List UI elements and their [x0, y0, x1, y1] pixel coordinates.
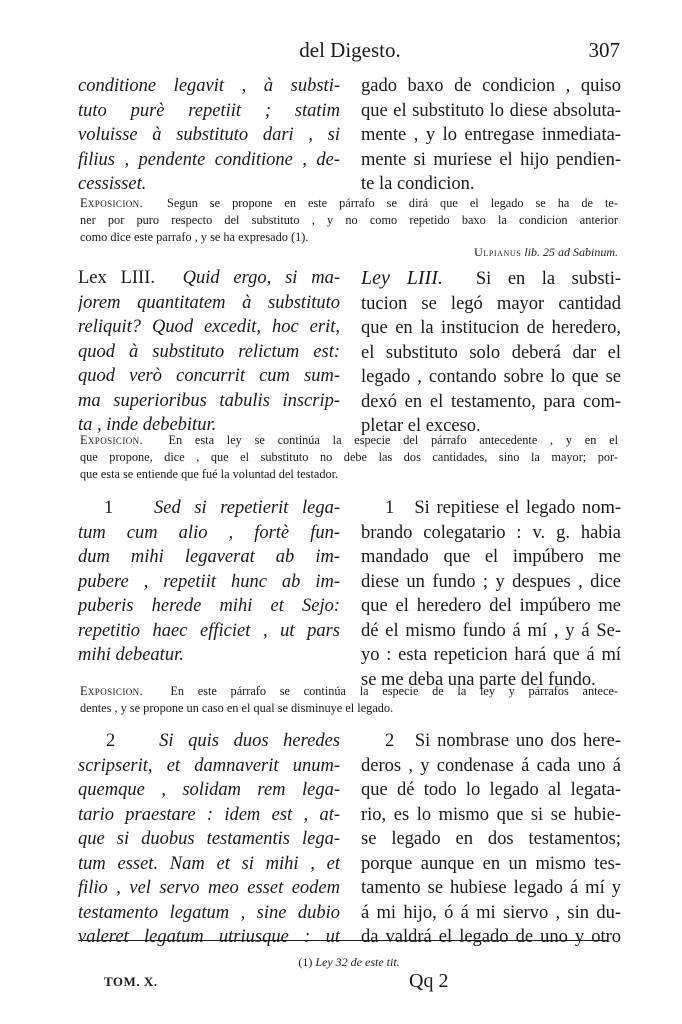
latin-line: repetitio haec efficiet , ut pars — [78, 620, 340, 641]
page-number: 307 — [588, 38, 620, 62]
latin-line: voluisse à substituto dari , si — [78, 125, 340, 145]
latin-line: filio , vel servo meo esset eodem — [78, 878, 340, 898]
running-title: del Digesto. — [299, 38, 401, 62]
latin-line: jorem quantitatem à substituto — [78, 292, 340, 313]
spanish-line: deros , y condenase á cada uno á — [361, 755, 621, 776]
exposicion-note — [80, 683, 618, 717]
source-attribution — [80, 245, 618, 260]
latin-line: reliquit? Quod excedit, hoc erit, — [78, 317, 340, 337]
running-head — [80, 38, 620, 68]
latin-line: mihi debeatur. — [78, 645, 184, 665]
exposicion-line: Segun se propone en este párrafo se dirá que el legado se ha de te- — [167, 196, 618, 210]
exposicion-line: que esta se entiende que fué la voluntad del testador. — [80, 467, 339, 481]
attribution-reference: lib. 25 ad Sabinum. — [524, 245, 618, 259]
latin-line: tum cum alio , fortè fun- — [78, 522, 340, 543]
paragraph-number: 1 — [104, 498, 114, 518]
spanish-line: gado baxo de condicion , quiso — [361, 76, 621, 96]
spanish-line: Si repitiese el legado nom- — [414, 498, 621, 518]
spanish-line: tucion se legó mayor cantidad — [361, 293, 621, 314]
latin-line: filius , pendente conditione , de- — [78, 149, 340, 170]
spanish-line: te la condicion. — [361, 174, 475, 194]
latin-line: quod verò concurrit cum sum- — [78, 366, 340, 386]
lex-label: Lex LIII. — [78, 268, 155, 288]
exposicion-note — [80, 432, 618, 483]
paragraph-2-block — [78, 729, 621, 951]
spanish-line: que el substituto lo diese absoluta- — [361, 100, 621, 121]
latin-line: quod à substituto relictum est: — [78, 341, 340, 362]
spanish-line: brando colegatario : v. g. habia — [361, 522, 621, 543]
latin-column — [78, 74, 340, 197]
spanish-column — [361, 496, 621, 692]
latin-line: pubere , repetiit hunc ab im- — [78, 571, 340, 592]
latin-line: tuto purè repetiit ; statim — [78, 100, 340, 121]
latin-line: dum mihi legaverat ab im- — [78, 547, 340, 567]
paragraph-number: 2 — [106, 731, 116, 751]
latin-line: tario praestare : idem est , at- — [78, 804, 340, 825]
latin-line: quemque , solidam rem lega- — [78, 780, 340, 800]
ley-label: Ley LIII. — [361, 267, 443, 289]
spanish-line: porque aunque en un mismo tes- — [361, 853, 621, 874]
footnote-text: Ley 32 de este tit. — [315, 955, 400, 969]
latin-column — [78, 729, 340, 950]
exposicion-note — [80, 195, 618, 246]
spanish-line: que en la institucion de heredero, — [361, 318, 621, 338]
spanish-line: tamento se hubiese legado á mí y — [361, 878, 621, 898]
spanish-line: á mi hijo, ó á mi siervo , sin du- — [361, 902, 621, 923]
spanish-line: se legado en dos testamentos; — [361, 829, 621, 849]
attribution-author: Ulpianus — [474, 245, 522, 259]
latin-line: valeret legatum utriusque : ut — [78, 927, 340, 947]
spanish-line: rio, es lo mismo que si se hubie- — [361, 804, 621, 825]
latin-column — [78, 266, 340, 438]
latin-line: ma superioribus tabulis inscrip- — [78, 390, 340, 411]
exposicion-line: En esta ley se continúa la especie del párrafo antecedente , y en el — [168, 433, 618, 447]
latin-line: scripserit, et damnaverit unum- — [78, 755, 340, 776]
spanish-line: que dé todo lo legado al legata- — [361, 780, 621, 800]
latin-line: testamento legatum , sine dubio — [78, 902, 340, 923]
exposicion-line: como dice este parrafo , y se ha expresado (1). — [80, 230, 309, 244]
spanish-column — [361, 729, 621, 950]
paragraph-1-block — [78, 496, 621, 692]
latin-line: ta , inde debebitur. — [78, 415, 217, 435]
paragraph-number: 2 — [385, 731, 395, 751]
exposicion-line: dentes , y se propone un caso en el qual se disminuye el legado. — [80, 701, 394, 715]
exposicion-label: Exposicion. — [80, 196, 143, 210]
exposicion-line: ner por puro respecto del substituto , y no como repetido baxo la condicion anterior — [80, 213, 618, 227]
spanish-column — [361, 74, 621, 197]
spanish-line: que el heredero del impúbero me — [361, 596, 621, 616]
spanish-line: se me deba una parte del fundo. — [361, 669, 596, 690]
latin-line: Si quis duos heredes — [159, 731, 340, 751]
continued-text-block — [78, 74, 621, 198]
quire-mark: Qq 2 — [409, 970, 449, 992]
spanish-line: da valdrá el legado de uno y otro — [361, 927, 621, 947]
spanish-line: legado , contando sobre lo que se — [361, 367, 621, 387]
spanish-line: Si nombrase uno dos here- — [414, 731, 621, 751]
latin-line: cessisset. — [78, 174, 147, 194]
spanish-line: Si en la substi- — [475, 269, 621, 289]
exposicion-label: Exposicion. — [80, 684, 143, 698]
spanish-line: el substituto solo deberá dar el — [361, 342, 621, 363]
spanish-line: dexó en el testamento, para com- — [361, 391, 621, 412]
spanish-line: dé el mismo fundo á mí , y á Se- — [361, 620, 621, 641]
volume-signature: TOM. X. — [104, 974, 158, 989]
latin-line: Sed si repetierit lega- — [154, 498, 340, 518]
latin-line: Quid ergo, si ma- — [182, 268, 340, 288]
spanish-line: mente si muriese el hijo pendien- — [361, 149, 621, 170]
paragraph-number: 1 — [385, 498, 395, 518]
latin-line: tum esset. Nam et si mihi , et — [78, 853, 340, 874]
footnote — [80, 955, 618, 970]
spanish-line: mente , y lo entregase inmediata- — [361, 125, 621, 145]
latin-line: que si duobus testamentis lega- — [78, 829, 340, 849]
latin-line: puberis herede mihi et Sejo: — [78, 596, 340, 616]
spanish-line: diese un fundo ; y despues , dice — [361, 571, 621, 592]
latin-column — [78, 496, 340, 668]
exposicion-line: que propone, dice , que el substituto no debe las dos cantidades, sino la mayor; por- — [80, 450, 618, 464]
spanish-line: yo : esta repeticion hará que á mí — [361, 645, 621, 665]
exposicion-line: En este párrafo se continúa la especie de la ley y párrafos antece- — [170, 684, 618, 698]
footnote-rule — [78, 940, 608, 941]
lex-53-block — [78, 266, 621, 438]
footnote-marker: (1) — [298, 955, 313, 969]
spanish-line: pletar el exceso. — [361, 416, 481, 436]
latin-line: conditione legavit , à substi- — [78, 76, 340, 96]
spanish-line: mandado que el impúbero me — [361, 547, 621, 567]
spanish-column — [361, 266, 621, 439]
exposicion-label: Exposicion. — [80, 433, 143, 447]
